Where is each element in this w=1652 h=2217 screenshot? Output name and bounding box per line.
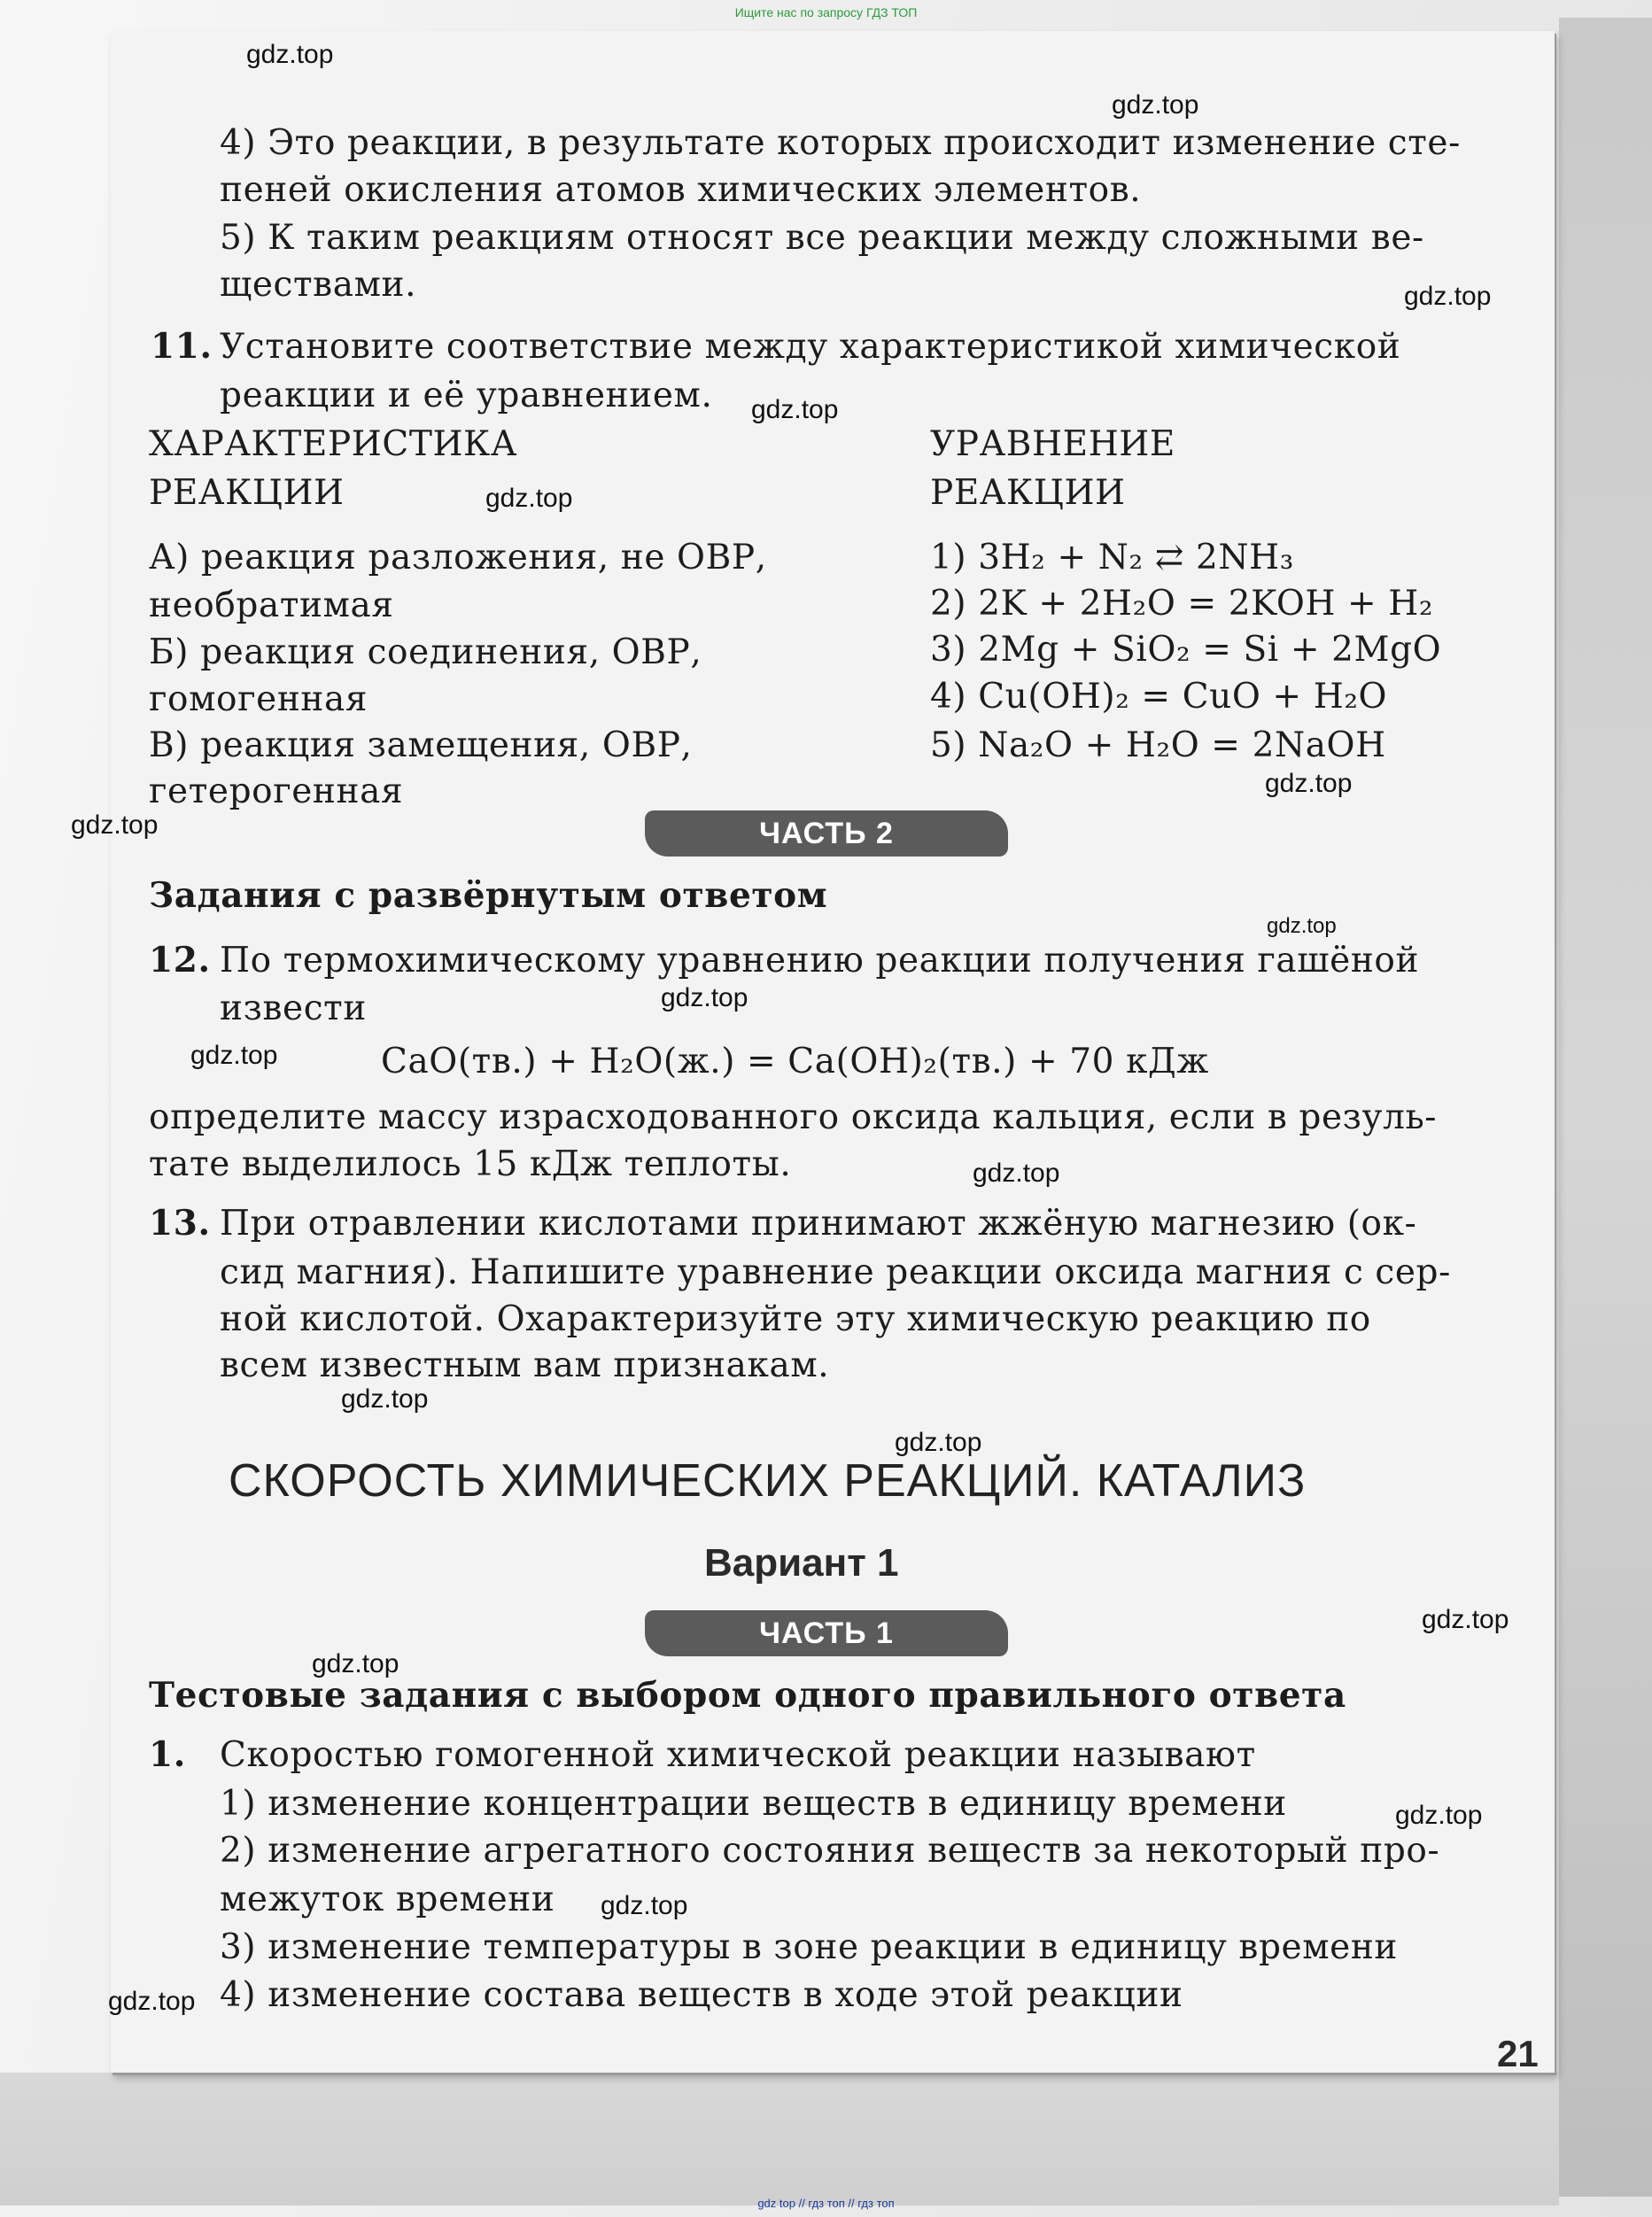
watermark: gdz.top <box>71 810 159 840</box>
watermark: gdz.top <box>1395 1801 1483 1830</box>
watermark: gdz.top <box>485 484 573 513</box>
left-column-header-2: РЕАКЦИИ <box>149 473 345 513</box>
task-13-number: 13. <box>149 1203 211 1244</box>
prev-option-5-line2: ществами. <box>220 265 417 305</box>
characteristic-b-line2: гомогенная <box>149 679 368 719</box>
watermark: gdz.top <box>1404 282 1492 311</box>
right-column-header-1: УРАВНЕНИЕ <box>930 424 1175 464</box>
part-2-banner: ЧАСТЬ 2 <box>645 810 1008 857</box>
watermark: gdz.top <box>751 395 839 424</box>
watermark: gdz.top <box>108 1987 196 2016</box>
variant-title: Вариант 1 <box>704 1541 899 1585</box>
task-1-question: Скоростью гомогенной химической реакции называют <box>220 1735 1256 1775</box>
task-13-line3: ной кислотой. Охарактеризуйте эту химическую реакцию по <box>220 1299 1371 1339</box>
task-1-option-2-line2: межуток времени <box>220 1880 555 1919</box>
top-note: Ищите нас по запросу ГДЗ ТОП <box>734 5 918 19</box>
prev-option-5-line1: 5) К таким реакциям относят все реакции между сложными ве- <box>220 218 1424 258</box>
equation-3: 3) 2Mg + SiO₂ = Si + 2MgO <box>930 630 1442 670</box>
task-12-line4: тате выделилось 15 кДж теплоты. <box>149 1144 792 1184</box>
task-12-number: 12. <box>149 940 211 981</box>
watermark: gdz.top <box>973 1159 1060 1188</box>
equation-5: 5) Na₂O + H₂O = 2NaOH <box>930 725 1386 765</box>
part-1-banner: ЧАСТЬ 1 <box>645 1610 1008 1656</box>
watermark: gdz.top <box>895 1428 982 1457</box>
bottom-shade <box>0 2073 1559 2205</box>
task-1-number: 1. <box>149 1734 186 1775</box>
left-column-header-1: ХАРАКТЕРИСТИКА <box>149 424 517 464</box>
watermark: gdz.top <box>1112 90 1199 120</box>
task-13-line2: сид магния). Напишите уравнение реакции оксида магния с сер- <box>220 1252 1451 1292</box>
task-1-option-1: 1) изменение концентрации веществ в единицу времени <box>220 1784 1287 1824</box>
characteristic-a-line1: А) реакция разложения, не ОВР, <box>149 538 767 578</box>
task-13-line4: всем известным вам признакам. <box>220 1345 830 1385</box>
section-title: СКОРОСТЬ ХИМИЧЕСКИХ РЕАКЦИЙ. КАТАЛИЗ <box>229 1455 1307 1507</box>
watermark: gdz.top <box>312 1649 399 1678</box>
watermark: gdz.top <box>190 1041 278 1070</box>
watermark: gdz.top <box>341 1384 429 1414</box>
task-11-number: 11. <box>151 326 213 367</box>
characteristic-c-line1: В) реакция замещения, ОВР, <box>149 725 693 765</box>
task-13-line1: При отравлении кислотами принимают жжёную магнезию (ок- <box>220 1204 1417 1244</box>
part-2-subtitle: Задания с развёрнутым ответом <box>149 875 828 916</box>
watermark: gdz.top <box>1422 1605 1509 1634</box>
right-column-header-2: РЕАКЦИИ <box>930 473 1126 513</box>
characteristic-a-line2: необратимая <box>149 585 394 625</box>
bottom-note: gdz top // гдз топ // гдз топ <box>757 2197 895 2210</box>
task-12-equation: CaO(тв.) + H₂O(ж.) = Ca(OH)₂(тв.) + 70 кДж <box>381 1042 1209 1081</box>
watermark: gdz.top <box>246 40 334 69</box>
task-11-line1: Установите соответствие между характеристикой химической <box>220 327 1401 367</box>
watermark: gdz.top <box>1265 769 1353 798</box>
equation-4: 4) Cu(OH)₂ = CuO + H₂O <box>930 677 1388 717</box>
book-margin-strip <box>1559 18 1652 2197</box>
task-12-line1: По термохимическому уравнению реакции получения гашёной <box>220 941 1420 981</box>
part-1-subtitle: Тестовые задания с выбором одного правильного ответа <box>149 1675 1346 1716</box>
task-1-option-2-line1: 2) изменение агрегатного состояния веществ за некоторый про- <box>220 1831 1440 1871</box>
watermark: gdz.top <box>601 1891 688 1920</box>
equation-1: 1) 3H₂ + N₂ ⇄ 2NH₃ <box>930 538 1294 578</box>
prev-option-4-line1: 4) Это реакции, в результате которых происходит изменение сте- <box>220 123 1461 163</box>
page-number: 21 <box>1497 2033 1539 2074</box>
watermark: gdz.top <box>661 983 748 1012</box>
equation-2: 2) 2K + 2H₂O = 2KOH + H₂ <box>930 584 1434 624</box>
watermark: gdz.top <box>1267 914 1337 938</box>
characteristic-b-line1: Б) реакция соединения, ОВР, <box>149 632 702 672</box>
task-12-line3: определите массу израсходованного оксида кальция, если в резуль- <box>149 1097 1438 1137</box>
prev-option-4-line2: пеней окисления атомов химических элементов. <box>220 170 1142 210</box>
characteristic-c-line2: гетерогенная <box>149 771 404 811</box>
task-1-option-4: 4) изменение состава веществ в ходе этой реакции <box>220 1975 1183 2015</box>
task-11-line2: реакции и её уравнением. <box>220 376 713 415</box>
task-12-line2: извести <box>220 988 367 1028</box>
task-1-option-3: 3) изменение температуры в зоне реакции в единицу времени <box>220 1927 1399 1967</box>
